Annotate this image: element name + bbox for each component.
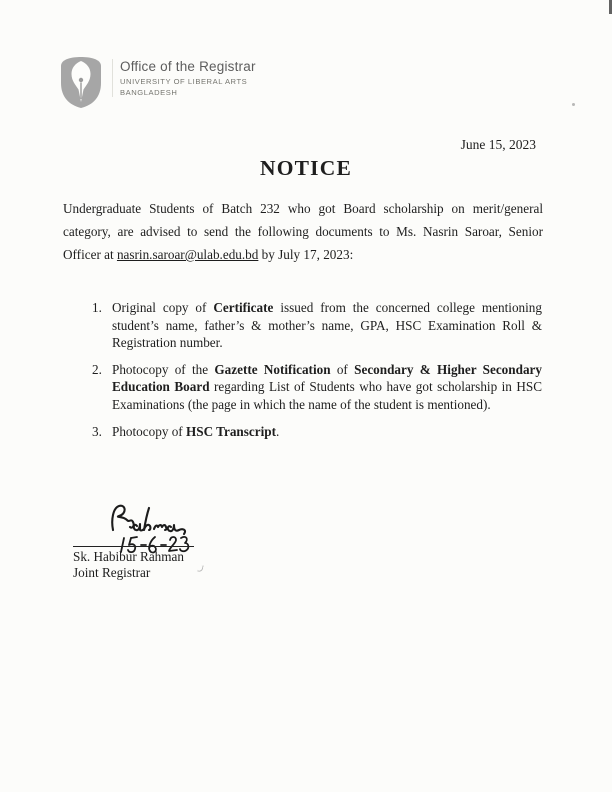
signature-line — [73, 546, 194, 547]
text-segment: HSC Transcript — [186, 423, 276, 439]
list-number: 2. — [92, 361, 102, 377]
list-item — [92, 361, 542, 414]
text-segment: Photocopy of the — [112, 361, 215, 377]
university-name-line1: UNIVERSITY OF LIBERAL ARTS — [120, 77, 248, 86]
letterhead-text — [112, 59, 256, 97]
text-segment: by July 17, 2023: — [258, 247, 354, 262]
list-item-text — [112, 423, 542, 441]
text-segment: . — [276, 423, 280, 439]
text-segment: regarding List of Students who have got scholarship in HSC Examinations (the page in which the name of the student is mentioned). — [112, 379, 542, 412]
list-number: 1. — [92, 300, 102, 315]
signatory-title: Joint Registrar — [73, 565, 151, 580]
university-name-line2: BANGLADESH — [120, 87, 178, 97]
list-number: 3. — [92, 423, 102, 439]
intro-paragraph — [63, 197, 543, 266]
text-segment: issued from the concerned college mentioning student’s name, father’s & mother’s name, GPA, HSC Examination Roll & Registration number. — [112, 300, 542, 351]
handwritten-date-text — [73, 502, 74, 503]
scan-artifact-speck — [572, 103, 575, 106]
requirements-list — [92, 299, 542, 449]
text-segment: Gazette Notification — [214, 361, 331, 377]
email-address: nasrin.saroar@ulab.edu.bd — [116, 247, 259, 262]
text-segment: Secondary & Higher Secondary Education Board — [112, 361, 542, 395]
text-segment: Certificate — [213, 300, 274, 315]
list-item-text — [112, 299, 542, 352]
list-item-text — [112, 361, 542, 414]
notice-title: NOTICE — [259, 156, 353, 180]
list-item — [92, 299, 542, 352]
text-segment: of — [330, 361, 355, 377]
text-segment: Photocopy of — [112, 423, 186, 439]
signatory-name: Sk. Habibur Rahman — [73, 549, 184, 564]
list-item — [92, 423, 542, 441]
letterhead — [57, 56, 256, 109]
document-date: June 15, 2023 — [460, 137, 536, 152]
ulab-pen-nib-shield-logo-icon — [57, 56, 105, 109]
office-name: Office of the Registrar — [120, 59, 256, 74]
text-segment: Original copy of — [112, 300, 214, 315]
signature-block — [73, 502, 293, 594]
text-segment: Undergraduate Students of Batch 232 who got Board scholarship on merit/general category, are advised to send the following documents to Ms. Nasrin Saroar, Senior Officer at — [63, 201, 543, 262]
